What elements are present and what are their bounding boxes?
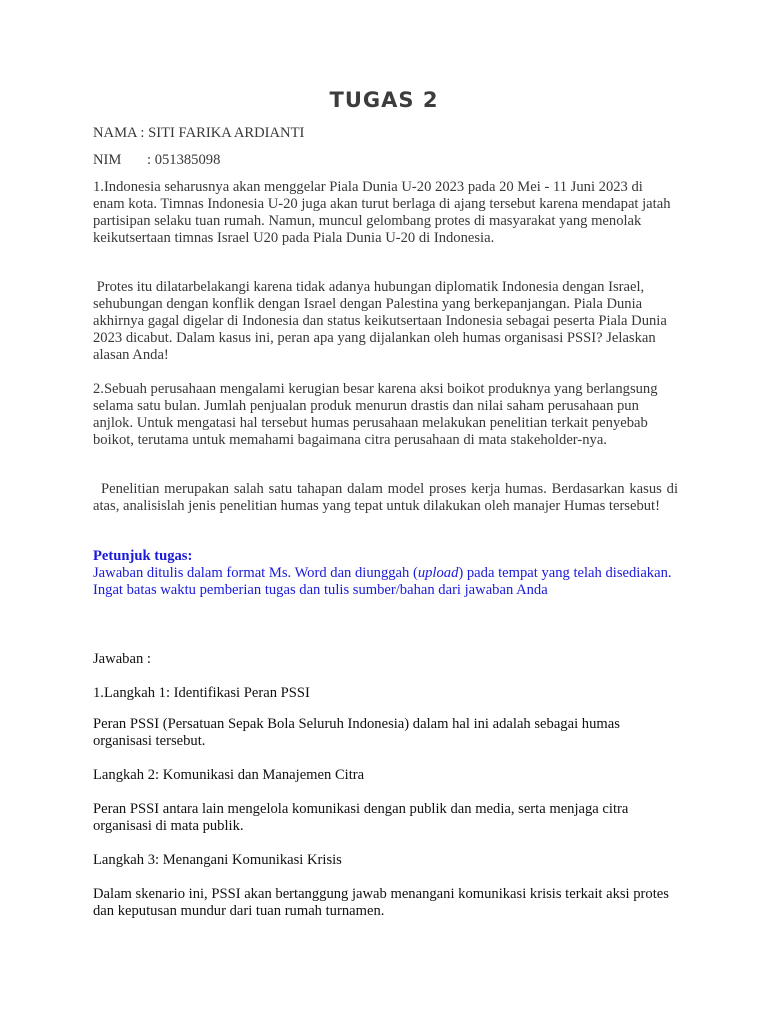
step-1-title-text: 1.Langkah 1: Identifikasi Peran PSSI — [93, 685, 310, 701]
student-nim — [93, 152, 220, 169]
answer-step-3-title — [93, 852, 678, 869]
document-title: TUGAS 2 — [329, 88, 439, 112]
step-1-body-text: Peran PSSI (Persatuan Sepak Bola Seluruh Indonesia) dalam hal ini adalah sebagai humas organisasi tersebut. — [93, 716, 620, 749]
question-1-paragraph-2 — [93, 279, 678, 364]
instructions-text-before: Jawaban ditulis dalam format Ms. Word dan diunggah ( — [93, 565, 418, 581]
step-2-body-text: Peran PSSI antara lain mengelola komunikasi dengan publik dan media, serta menjaga citra organisasi di mata publik. — [93, 801, 629, 834]
nim-value: : 051385098 — [147, 152, 221, 168]
step-3-title-text: Langkah 3: Menangani Komunikasi Krisis — [93, 852, 342, 868]
instructions-block — [93, 548, 678, 599]
answer-step-3-text — [93, 886, 678, 920]
answer-step-1-title — [93, 685, 678, 702]
instructions-text — [93, 565, 678, 599]
instructions-text-italic: upload — [417, 565, 459, 581]
answer-label-text: Jawaban : — [93, 651, 151, 667]
question-1-paragraph-1 — [93, 179, 678, 247]
answer-label — [93, 651, 678, 668]
student-name: NAMA : SITI FARIKA ARDIANTI — [93, 125, 305, 141]
answer-step-1-text — [93, 716, 678, 750]
question-2-text: 2.Sebuah perusahaan mengalami kerugian besar karena aksi boikot produknya yang berlangsung selama satu bulan. Jumlah penjualan produk menurun drastis dan nilai saham perusahaan pun anjlok. Untuk mengatasi hal tersebut humas perusahaan melakukan penelitian terkait penyebab boikot, terutama untuk memahami bagaimana citra perusahaan di mata stakeholder-nya. — [93, 381, 658, 448]
instructions-text-after: ) pada tempat yang telah disediakan. Ingat batas waktu pemberian tugas dan tulis sumber/bahan dari jawaban Anda — [93, 565, 672, 598]
answer-step-2-text — [93, 801, 678, 835]
nim-label: NIM — [93, 152, 122, 168]
question-2-prompt: Penelitian merupakan salah satu tahapan dalam model proses kerja humas. Berdasarkan kasus di atas, analisislah jenis penelitian humas yang tepat untuk dilakukan oleh manajer Humas tersebut! — [93, 481, 678, 514]
question-2-paragraph-1 — [93, 381, 678, 449]
answer-step-2-title — [93, 767, 678, 784]
question-1-prompt: Protes itu dilatarbelakangi karena tidak adanya hubungan diplomatik Indonesia dengan Israel, sehubungan dengan konflik dengan Israel dengan Palestina yang berkepanjangan. Piala Dunia akhirnya gagal digelar di Indonesia dan status keikutsertaan Indonesia sebagai peserta Piala Dunia 2023 dicabut. Dalam kasus ini, peran apa yang dijalankan oleh humas organisasi PSSI? Jelaskan alasan Anda! — [93, 279, 671, 363]
question-2-paragraph-2 — [93, 481, 678, 515]
question-1-text: 1.Indonesia seharusnya akan menggelar Piala Dunia U-20 2023 pada 20 Mei - 11 Juni 2023 di enam kota. Timnas Indonesia U-20 juga akan turut berlaga di ajang tersebut karena mendapat jatah partisipan selaku tuan rumah. Namun, muncul gelombang protes di masyarakat yang menolak keikutsertaan timnas Israel U20 pada Piala Dunia U-20 di Indonesia. — [93, 179, 671, 246]
step-2-title-text: Langkah 2: Komunikasi dan Manajemen Citra — [93, 767, 365, 783]
step-3-body-text: Dalam skenario ini, PSSI akan bertanggung jawab menangani komunikasi krisis terkait aksi protes dan keputusan mundur dari tuan rumah turnamen. — [93, 886, 669, 919]
instructions-heading: Petunjuk tugas: — [93, 548, 193, 564]
